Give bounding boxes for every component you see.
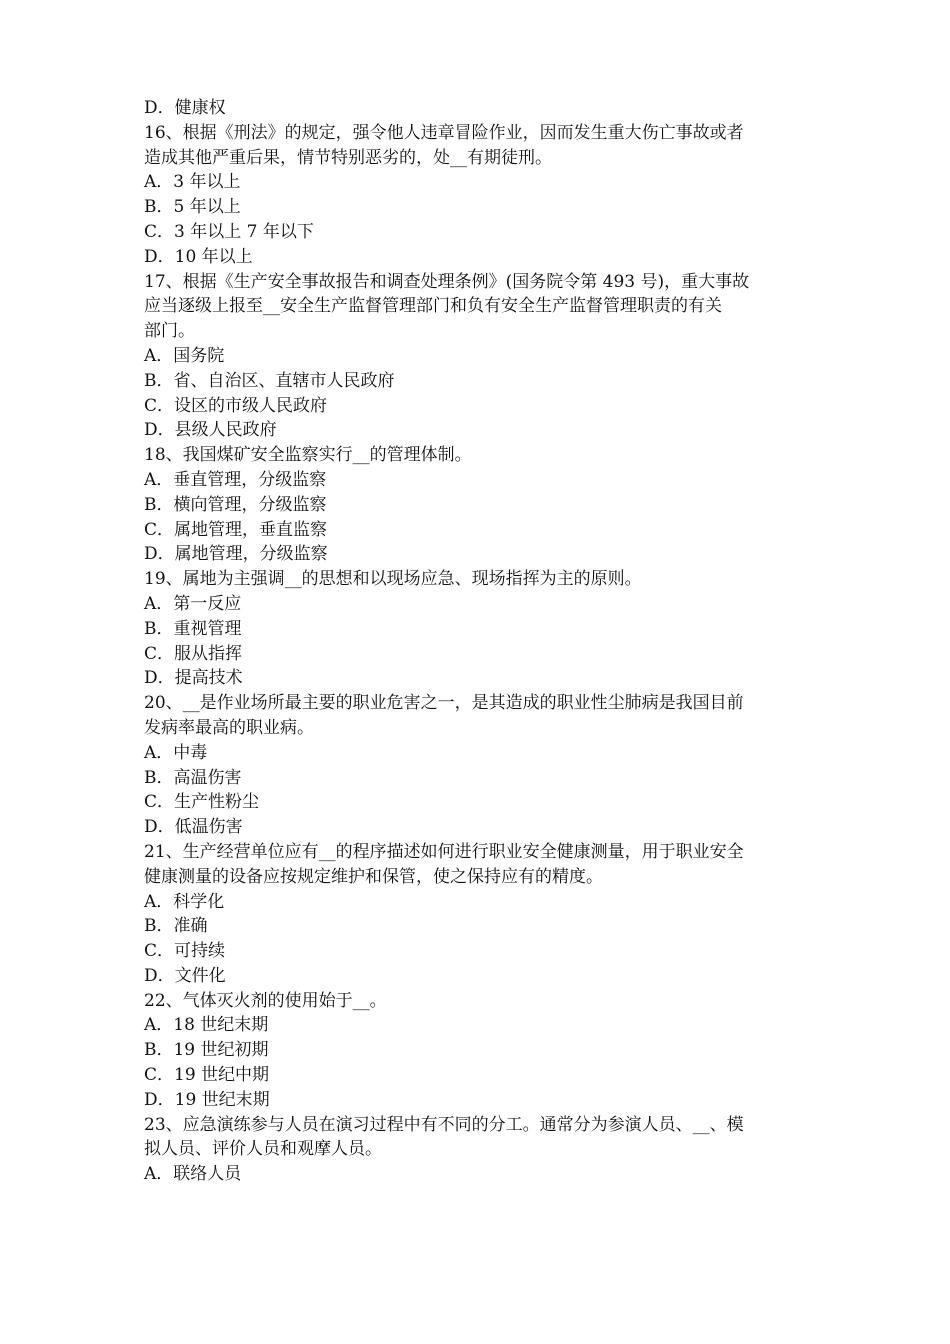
question-text-line: 发病率最高的职业病。: [144, 717, 314, 738]
question-text-line: 20、__是作业场所最主要的职业危害之一，是其造成的职业性尘肺病是我国目前: [144, 693, 744, 714]
answer-option: D．县级人民政府: [144, 420, 277, 441]
answer-option: C．可持续: [144, 941, 226, 962]
document-page: [144, 96, 814, 1187]
question-text-line: 18、我国煤矿安全监察实行__的管理体制。: [144, 445, 472, 466]
answer-option: B．准确: [144, 916, 208, 937]
answer-option: B．横向管理，分级监察: [144, 494, 327, 515]
answer-option: C．19 世纪中期: [144, 1065, 270, 1086]
answer-option: C．生产性粉尘: [144, 792, 260, 813]
answer-option: C．服从指挥: [144, 643, 243, 664]
question-text-line: 21、生产经营单位应有__的程序描述如何进行职业安全健康测量，用于职业安全: [144, 841, 744, 862]
question-text-line: 22、气体灭火剂的使用始于__。: [144, 990, 387, 1011]
question-text-line: 造成其他严重后果，情节特别恶劣的，处__有期徒刑。: [144, 147, 552, 168]
answer-option: D．10 年以上: [144, 246, 253, 267]
question-text-line: 16、根据《刑法》的规定，强令他人违章冒险作业，因而发生重大伤亡事故或者: [144, 122, 744, 143]
answer-option: B．省、自治区、直辖市人民政府: [144, 370, 395, 391]
answer-option: C．3 年以上 7 年以下: [144, 221, 314, 242]
answer-option: A．科学化: [144, 891, 225, 912]
answer-option: D．低温伤害: [144, 817, 243, 838]
answer-option: A．国务院: [144, 345, 225, 366]
answer-option: D．健康权: [144, 98, 226, 118]
question-text-line: 23、应急演练参与人员在演习过程中有不同的分工。通常分为参演人员、__、模: [144, 1114, 744, 1135]
question-text-line: 19、属地为主强调__的思想和以现场应急、现场指挥为主的原则。: [144, 569, 642, 590]
question-text-line: 健康测量的设备应按规定维护和保管，使之保持应有的精度。: [144, 866, 603, 887]
answer-option: D．提高技术: [144, 668, 243, 689]
answer-option: B．5 年以上: [144, 197, 241, 218]
answer-option: D．属地管理，分级监察: [144, 544, 328, 565]
answer-option: D．19 世纪末期: [144, 1089, 270, 1110]
answer-option: C．属地管理，垂直监察: [144, 519, 328, 540]
answer-option: A．第一反应: [144, 593, 242, 614]
answer-option: B．19 世纪初期: [144, 1040, 269, 1061]
answer-option: A．18 世纪末期: [144, 1015, 269, 1036]
question-text-line: 17、根据《生产安全事故报告和调查处理条例》(国务院令第 493 号)，重大事故: [144, 271, 750, 292]
answer-option: A．中毒: [144, 742, 208, 763]
question-text-line: 应当逐级上报至__安全生产监督管理部门和负有安全生产监督管理职责的有关: [144, 296, 722, 317]
answer-option: D．文件化: [144, 965, 226, 986]
answer-option: B．重视管理: [144, 618, 242, 639]
answer-option: A．3 年以上: [144, 172, 241, 193]
answer-option: A．垂直管理，分级监察: [144, 469, 327, 490]
question-text-line: 部门。: [144, 321, 195, 342]
answer-option: B．高温伤害: [144, 767, 242, 788]
answer-option: C．设区的市级人民政府: [144, 395, 328, 416]
answer-option: A．联络人员: [144, 1164, 242, 1185]
question-text-line: 拟人员、评价人员和观摩人员。: [144, 1139, 382, 1160]
